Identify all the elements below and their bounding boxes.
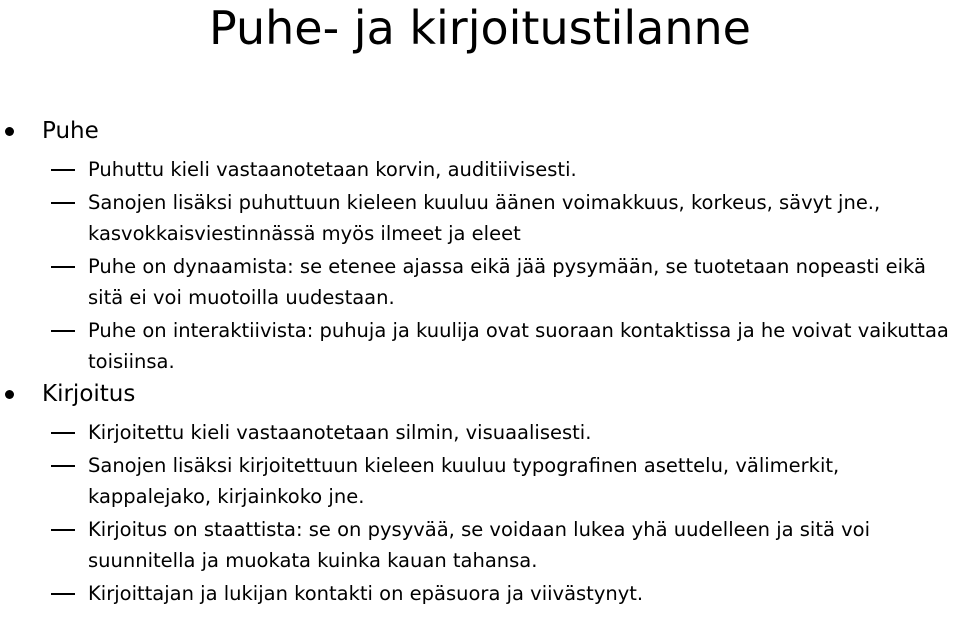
section-kirjoitus xyxy=(0,379,960,417)
list-item xyxy=(0,315,960,377)
list-item xyxy=(0,450,960,512)
list-item xyxy=(0,251,960,313)
section-label: Puhe xyxy=(42,118,99,144)
dash-icon xyxy=(51,202,75,204)
dash-icon xyxy=(51,266,75,268)
list-item xyxy=(0,154,960,185)
slide-title: Puhe- ja kirjoitustilanne xyxy=(209,1,751,55)
list-item-text: Kirjoittajan ja lukijan kontakti on epäsuora ja viivästynyt. xyxy=(88,582,644,605)
dash-icon xyxy=(51,529,75,531)
dash-icon xyxy=(51,330,75,332)
dash-icon xyxy=(51,465,75,467)
section-label: Kirjoitus xyxy=(42,381,136,407)
bullet-dot-icon xyxy=(5,127,14,136)
slide-body xyxy=(0,116,960,611)
list-item-text: Sanojen lisäksi kirjoitettuun kieleen kuuluu typografinen asettelu, välimerkit, kappalejako, kirjainkoko jne. xyxy=(88,454,840,508)
dash-icon xyxy=(51,593,75,595)
bullet-dot-icon xyxy=(5,390,14,399)
section-puhe xyxy=(0,116,960,154)
list-item xyxy=(0,514,960,576)
list-item xyxy=(0,187,960,249)
list-item xyxy=(0,578,960,609)
list-item-text: Puhe on interaktiivista: puhuja ja kuulija ovat suoraan kontaktissa ja he voivat vaikuttaa toisiinsa. xyxy=(88,319,949,373)
list-item-text: Kirjoitettu kieli vastaanotetaan silmin, visuaalisesti. xyxy=(88,421,592,444)
dash-icon xyxy=(51,169,75,171)
dash-icon xyxy=(51,432,75,434)
list-item-text: Kirjoitus on staattista: se on pysyvää, se voidaan lukea yhä uudelleen ja sitä voi suunnitella ja muokata kuinka kauan tahansa. xyxy=(88,518,871,572)
list-item-text: Puhuttu kieli vastaanotetaan korvin, auditiivisesti. xyxy=(88,158,577,181)
list-item-text: Sanojen lisäksi puhuttuun kieleen kuuluu äänen voimakkuus, korkeus, sävyt jne., kasvokkaisviestinnässä myös ilmeet ja eleet xyxy=(88,191,881,245)
list-item-text: Puhe on dynaamista: se etenee ajassa eikä jää pysymään, se tuotetaan nopeasti eikä sitä ei voi muotoilla uudestaan. xyxy=(88,255,926,309)
list-item xyxy=(0,417,960,448)
